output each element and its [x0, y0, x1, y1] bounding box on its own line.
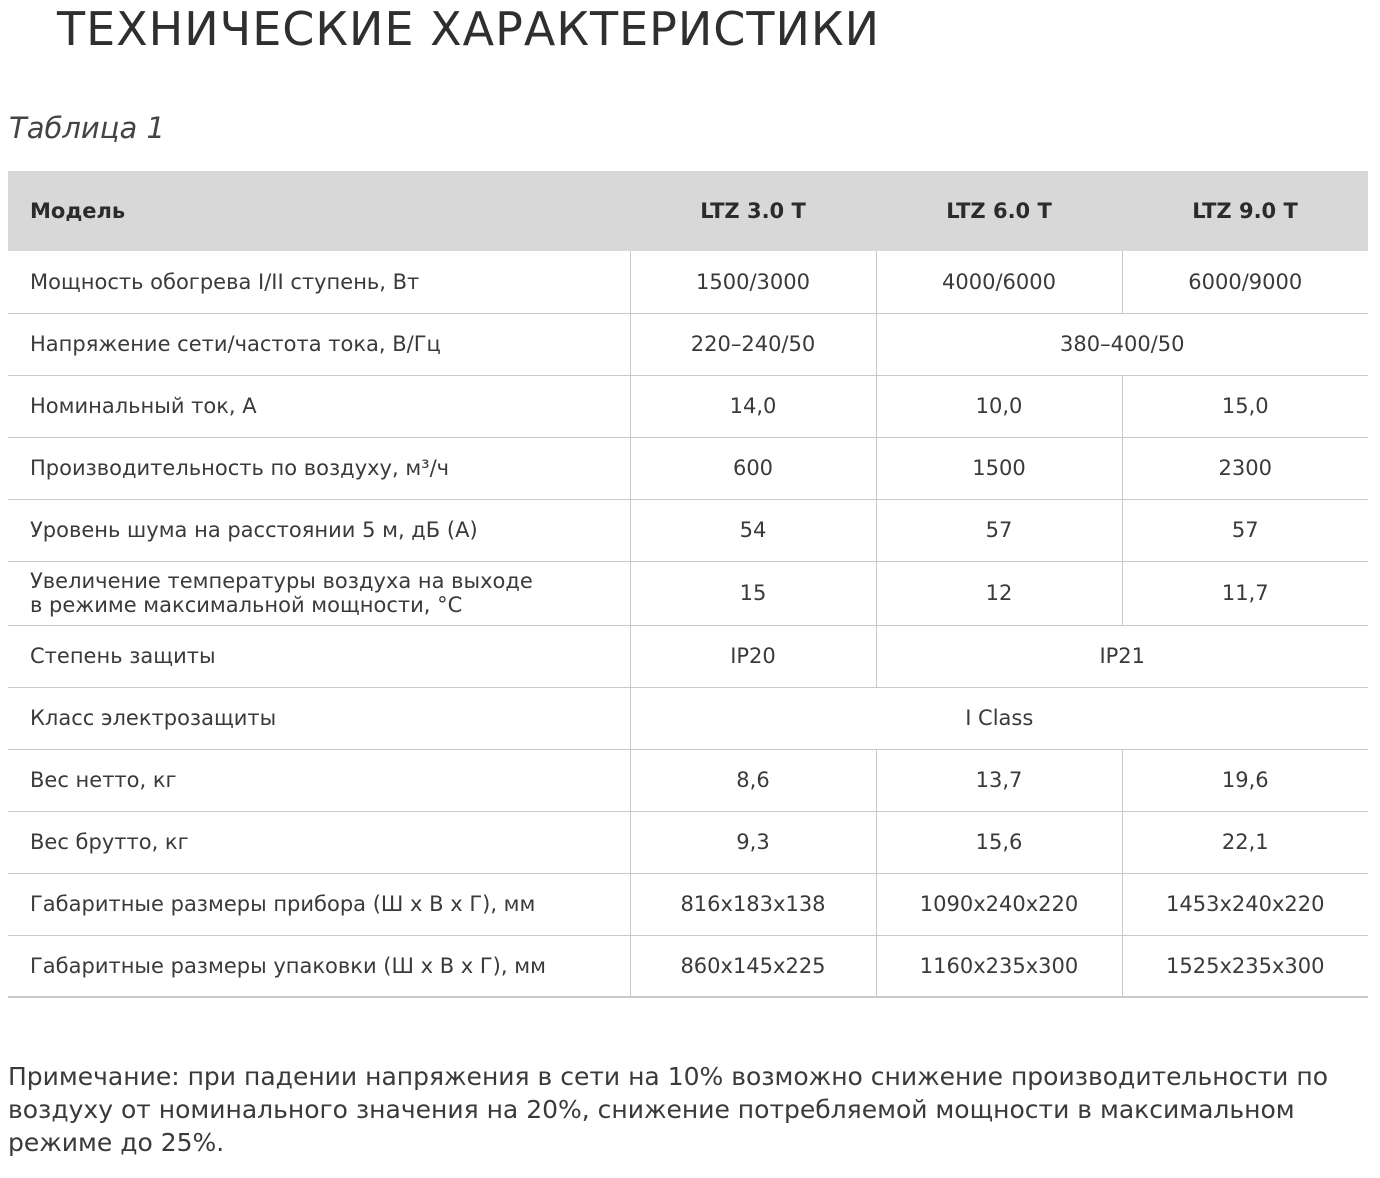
row-label: Степень защиты	[8, 625, 630, 687]
row-label: Вес брутто, кг	[8, 811, 630, 873]
table-row	[8, 437, 1368, 499]
table-row	[8, 375, 1368, 437]
row-label: Вес нетто, кг	[8, 749, 630, 811]
table-row	[8, 935, 1368, 997]
table-row	[8, 811, 1368, 873]
page-title: ТЕХНИЧЕСКИЕ ХАРАКТЕРИСТИКИ	[57, 2, 881, 56]
table-row	[8, 499, 1368, 561]
cell-ltz-9: 57	[1122, 499, 1368, 561]
table-header-row	[8, 171, 1368, 251]
row-label: Уровень шума на расстоянии 5 м, дБ (А)	[8, 499, 630, 561]
cell-ltz-6: 12	[876, 561, 1122, 625]
row-label: Габаритные размеры упаковки (Ш х В х Г), мм	[8, 935, 630, 997]
table-row	[8, 687, 1368, 749]
cell-ltz-6: 4000/6000	[876, 251, 1122, 313]
table-row	[8, 251, 1368, 313]
row-label: Класс электрозащиты	[8, 687, 630, 749]
cell-ltz-6: 1160x235x300	[876, 935, 1122, 997]
specifications-table	[8, 171, 1368, 998]
row-label	[8, 561, 630, 625]
header-model-ltz-3: LTZ 3.0 T	[700, 199, 806, 223]
table-caption: Таблица 1	[9, 111, 165, 145]
table-row	[8, 313, 1368, 375]
table-row	[8, 625, 1368, 687]
cell-ltz-6: 10,0	[876, 375, 1122, 437]
cell-ltz-9: 2300	[1122, 437, 1368, 499]
row-label: Производительность по воздуху, м³/ч	[8, 437, 630, 499]
row-label: Мощность обогрева I/II ступень, Вт	[8, 251, 630, 313]
header-model-ltz-9: LTZ 9.0 T	[1192, 199, 1298, 223]
header-model-label: Модель	[30, 199, 126, 223]
row-label-line-1: Увеличение температуры воздуха на выходе	[30, 568, 533, 593]
cell-ltz-9: 15,0	[1122, 375, 1368, 437]
footnote: Примечание: при падении напряжения в сети на 10% возможно снижение производительности по воздуху от номинального значения на 20%, снижение потребляемой мощности в максимальном режиме до 25%.	[8, 1062, 1329, 1157]
cell-ltz-3: 14,0	[630, 375, 876, 437]
cell-ltz-6: 13,7	[876, 749, 1122, 811]
cell-ltz-9: 6000/9000	[1122, 251, 1368, 313]
cell-ltz-6: 15,6	[876, 811, 1122, 873]
table-row	[8, 873, 1368, 935]
cell-ltz-9: 1525x235x300	[1122, 935, 1368, 997]
row-label: Габаритные размеры прибора (Ш х В х Г), мм	[8, 873, 630, 935]
header-model-ltz-6: LTZ 6.0 T	[946, 199, 1052, 223]
cell-ltz-9: 22,1	[1122, 811, 1368, 873]
cell-ltz-9: 1453x240x220	[1122, 873, 1368, 935]
cell-ltz-3: IP20	[630, 625, 876, 687]
cell-ltz-9: 19,6	[1122, 749, 1368, 811]
cell-ltz-3: 15	[630, 561, 876, 625]
cell-ltz-3: 9,3	[630, 811, 876, 873]
cell-ltz-3: 816x183x138	[630, 873, 876, 935]
cell-ltz-3: 54	[630, 499, 876, 561]
cell-ltz-6-9: IP21	[876, 625, 1368, 687]
cell-all-models: I Class	[630, 687, 1368, 749]
table-row	[8, 749, 1368, 811]
row-label-line-2: в режиме максимальной мощности, °С	[30, 593, 463, 617]
cell-ltz-6-9: 380–400/50	[876, 313, 1368, 375]
cell-ltz-6: 1500	[876, 437, 1122, 499]
cell-ltz-3: 8,6	[630, 749, 876, 811]
row-label: Напряжение сети/частота тока, В/Гц	[8, 313, 630, 375]
cell-ltz-6: 57	[876, 499, 1122, 561]
cell-ltz-3: 860x145x225	[630, 935, 876, 997]
cell-ltz-9: 11,7	[1122, 561, 1368, 625]
cell-ltz-3: 600	[630, 437, 876, 499]
cell-ltz-6: 1090x240x220	[876, 873, 1122, 935]
row-label: Номинальный ток, А	[8, 375, 630, 437]
cell-ltz-3: 220–240/50	[630, 313, 876, 375]
cell-ltz-3: 1500/3000	[630, 251, 876, 313]
table-row	[8, 561, 1368, 625]
